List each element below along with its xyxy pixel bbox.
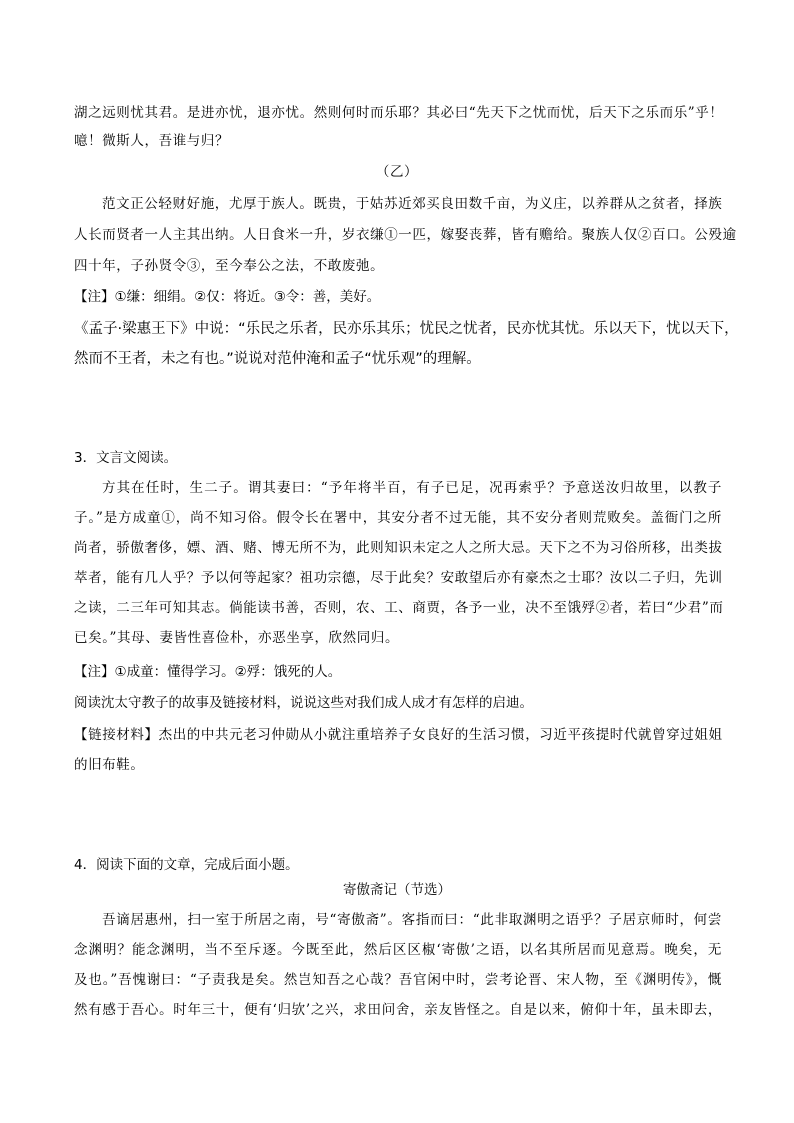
passage-text-line: 方其在任时，生二子。谓其妻曰：“予年将半百，有子已足，况再索乎？予意送汝归故里，以教子 <box>102 480 722 496</box>
passage-text-line: 之读，二三年可知其志。倘能读书善，否则，农、工、商贾，各予一业，决不至饿殍②者，若曰“少君”而 <box>74 600 724 616</box>
passage-heading-yi: （乙） <box>375 164 419 180</box>
passage-text-line: 已矣。”其母、妻皆性喜俭朴，亦恶坐享，欣然同归。 <box>74 630 400 646</box>
passage-text-line: 子。”是方成童①，尚不知习俗。假令长在署中，其安分者不过无能，其不安分者则荒败矣。盖衙门之所 <box>74 510 722 526</box>
yi-text-line: 范文正公轻财好施，尤厚于族人。既贵，于姑苏近郊买良田数千亩，为义庄，以养群从之贫者，择族 <box>102 196 723 212</box>
link-material-line: 的旧布鞋。 <box>74 757 145 773</box>
article-text-line: 念渊明？能念渊明，当不至斥逐。今既至此，然后区区椒‘寄傲’之语，以名其所居而见意焉。晚矣，无 <box>74 942 722 958</box>
passage-text-line: 萃者，能有几人乎？予以何等起家？祖功宗德，尽于此矣？安敢望后亦有豪杰之士耶？汝以二子归，先训 <box>74 570 723 586</box>
article-text-line: 及也。”吾愧谢曰：“子责我是矣。然岂知吾之心哉？吾官闲中时，尝考论晋、宋人物，至《渊明传》，慨 <box>74 972 722 988</box>
article-title: 寄傲斋记（节选） <box>343 882 451 898</box>
question-title: 3．文言文阅读。 <box>74 450 178 466</box>
question-text-line: 然而不王者，未之有也。”说说对范仲淹和孟子“忧乐观”的理解。 <box>74 351 481 367</box>
jia-text-line: 湖之远则忧其君。是进亦忧，退亦忧。然则何时而乐耶？其必曰“先天下之忧而忧，后天下之乐而乐”乎！ <box>74 105 724 121</box>
footnote: 【注】①成童：懂得学习。②殍：饿死的人。 <box>74 664 342 680</box>
article-text-line: 然有感于吾心。时年三十，便有‘归欤’之兴，求田问舍，亲友皆怪之。自是以来，俯仰十年，虽未即去， <box>74 1002 722 1018</box>
passage-text-line: 尚者，骄傲奢侈，嫖、酒、赌、博无所不为，此则知识未定之人之所大忌。天下之不为习俗所移，出类拔 <box>74 540 723 556</box>
jia-text-line: 噫！微斯人，吾谁与归？ <box>74 133 230 149</box>
article-text-line: 吾谪居惠州，扫一室于所居之南，号“寄傲斋”。客指而曰：“此非取渊明之语乎？子居京师时，何尝 <box>102 912 722 928</box>
link-material-line: 【链接材料】杰出的中共元老习仲勋从小就注重培养子女良好的生活习惯，习近平孩提时代就曾穿过姐姐 <box>74 727 723 743</box>
question-title: 4．阅读下面的文章，完成后面小题。 <box>74 857 299 873</box>
question-text: 阅读沈太守教子的故事及链接材料，说说这些对我们成人成才有怎样的启迪。 <box>74 695 533 711</box>
yi-text-line: 人长而贤者一人主其出纳。人日食米一升，岁衣缣①一匹，嫁娶丧葬，皆有赡给。聚族人仅②百口。公殁逾 <box>74 227 737 243</box>
yi-text-line: 四十年，子孙贤令③，至今奉公之法，不敢废弛。 <box>74 258 385 274</box>
question-text-line: 《孟子·梁惠王下》中说：“乐民之乐者，民亦乐其乐；忧民之忧者，民亦忧其忧。乐以天下，忧以天下， <box>74 321 739 337</box>
footnote: 【注】①缣：细绢。②仅：将近。③令：善，美好。 <box>74 289 381 305</box>
